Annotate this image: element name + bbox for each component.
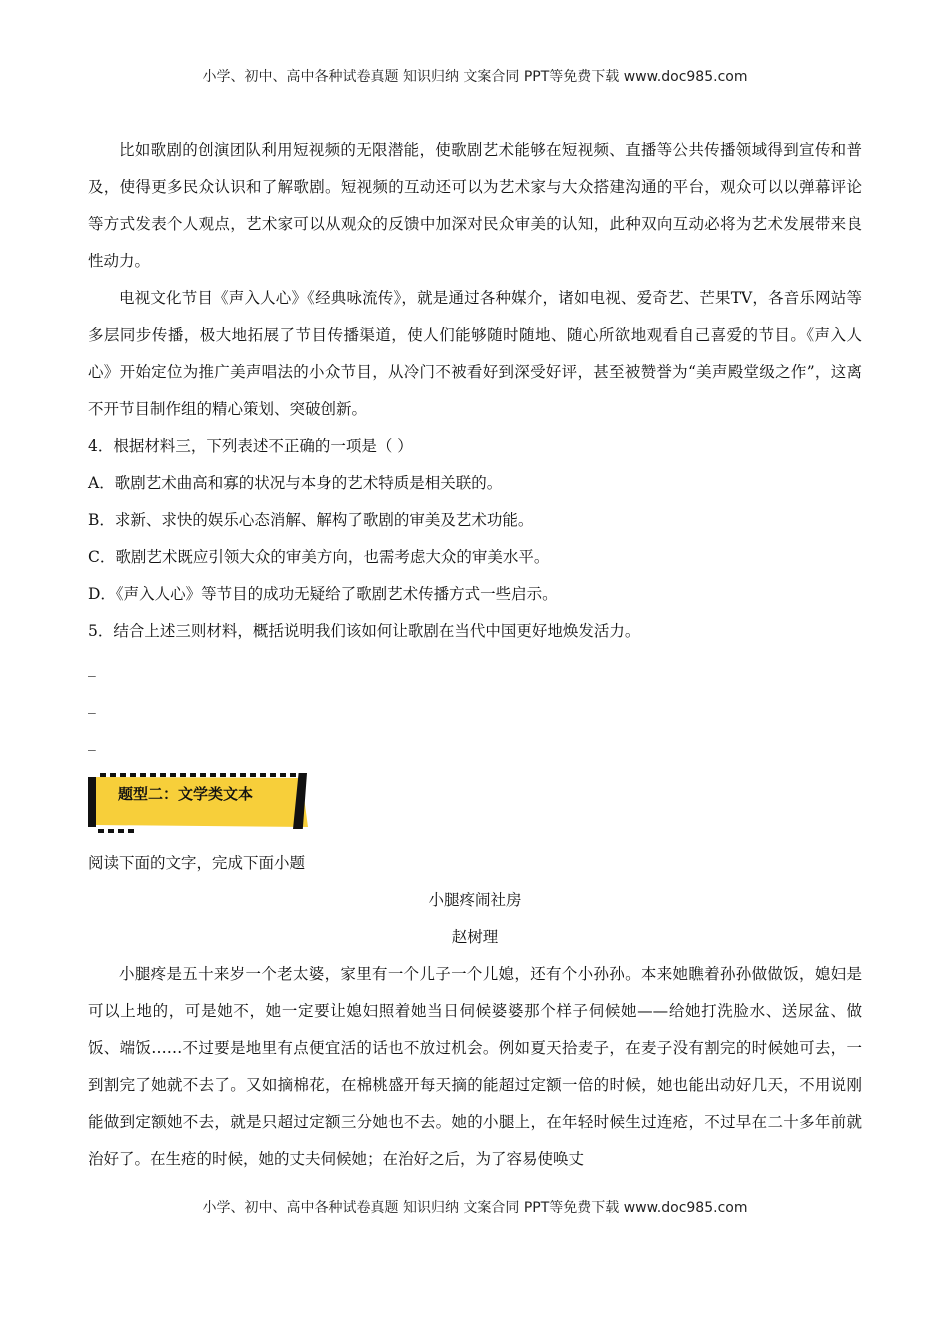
- material-paragraph-1: 比如歌剧的创演团队利用短视频的无限潜能，使歌剧艺术能够在短视频、直播等公共传播领域得到宣传和普及，使得更多民众认识和了解歌剧。短视频的互动还可以为艺术家与大众搭建沟通的平台，观众可以以弹幕评论等方式发表个人观点，艺术家可以从观众的反馈中加深对民众审美的认知，此种双向互动必将为艺术发展带来良性动力。: [88, 141, 862, 270]
- page-footer: 小学、初中、高中各种试卷真题 知识归纳 文案合同 PPT等免费下载 www.doc985.com: [202, 1200, 748, 1216]
- badge-bottom-dashes: [98, 829, 138, 833]
- section-badge-label: 题型二：文学类文本: [118, 785, 254, 803]
- question-4-option-d: D．《声入人心》等节目的成功无疑给了歌剧艺术传播方式一些启示。: [88, 585, 558, 603]
- page-header: 小学、初中、高中各种试卷真题 知识归纳 文案合同 PPT等免费下载 www.doc985.com: [202, 69, 748, 85]
- question-4-option-b: B．求新、求快的娱乐心态消解、解构了歌剧的审美及艺术功能。: [88, 511, 534, 529]
- answer-blank-3: _: [88, 733, 96, 751]
- section-badge: [88, 773, 862, 837]
- badge-left-edge: [88, 777, 96, 827]
- question-5: 5．结合上述三则材料，概括说明我们该如何让歌剧在当代中国更好地焕发活力。: [88, 622, 641, 640]
- document-body: [88, 132, 862, 1178]
- question-4-option-c: C．歌剧艺术既应引领大众的审美方向，也需考虑大众的审美水平。: [88, 548, 550, 566]
- reading-instruction: 阅读下面的文字，完成下面小题: [88, 854, 306, 872]
- material-paragraph-2: 电视文化节目《声入人心》《经典咏流传》，就是通过各种媒介，诸如电视、爱奇艺、芒果TV，各音乐网站等多层同步传播，极大地拓展了节目传播渠道，使人们能够随时随地、随心所欲地观看自己喜爱的节目。《声入人心》开始定位为推广美声唱法的小众节目，从冷门不被看好到深受好评，甚至被赞誉为“美声殿堂级之作”，这离不开节目制作组的精心策划、突破创新。: [88, 289, 862, 418]
- answer-blank-2: _: [88, 696, 96, 714]
- answer-blank-1: _: [88, 659, 96, 677]
- story-paragraph: 小腿疼是五十来岁一个老太婆，家里有一个儿子一个儿媳，还有个小孙孙。本来她瞧着孙孙做做饭，媳妇是可以上地的，可是她不，她一定要让媳妇照着她当日伺候婆婆那个样子伺候她——给她打洗脸水、送尿盆、做饭、端饭……不过要是地里有点便宜活的话也不放过机会。例如夏天拾麦子，在麦子没有割完的时候她可去，一到割完了她就不去了。又如摘棉花，在棉桃盛开每天摘的能超过定额一倍的时候，她也能出动好几天，不用说刚能做到定额她不去，就是只超过定额三分她也不去。她的小腿上，在年轻时候生过连疮，不过早在二十多年前就治好了。在生疮的时候，她的丈夫伺候她；在治好之后，为了容易使唤丈: [88, 965, 862, 1168]
- story-title: 小腿疼闹社房: [428, 891, 522, 909]
- question-4: 4．根据材料三，下列表述不正确的一项是（ ）: [88, 437, 413, 455]
- question-4-option-a: A．歌剧艺术曲高和寡的状况与本身的艺术特质是相关联的。: [88, 474, 503, 492]
- story-author: 赵树理: [451, 928, 499, 946]
